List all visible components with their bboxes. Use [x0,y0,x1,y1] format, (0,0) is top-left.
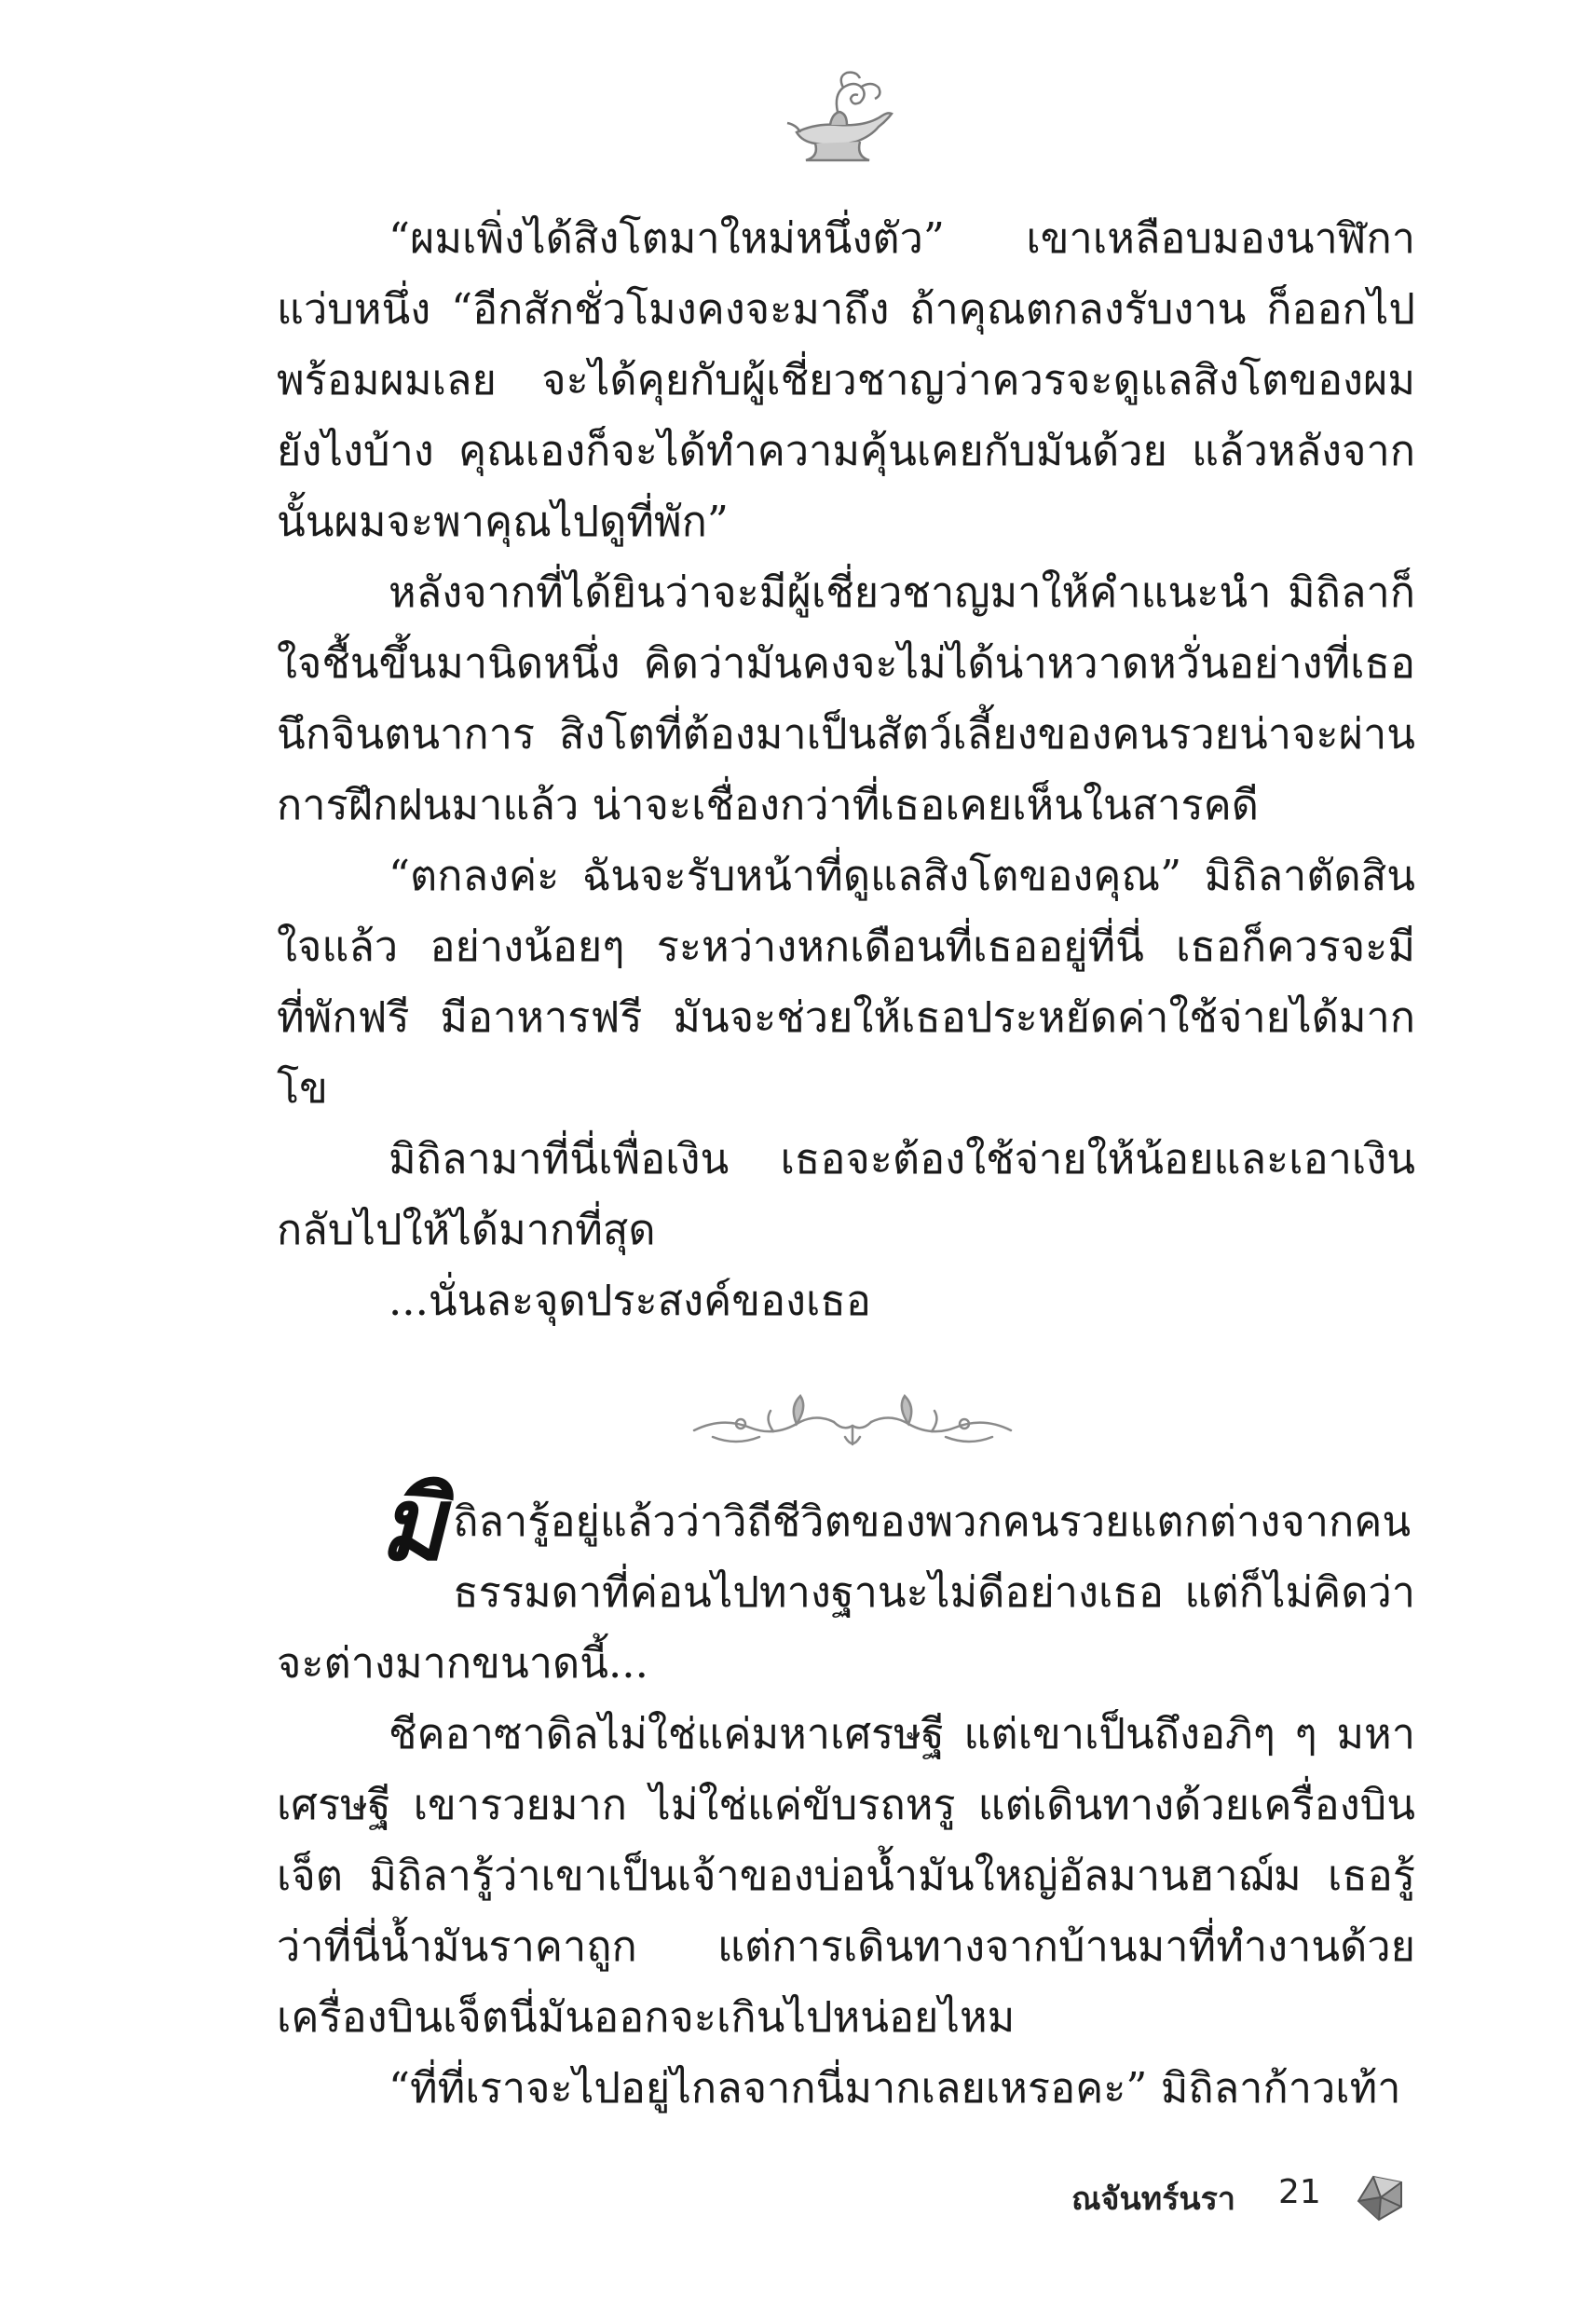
text-section-2 [277,1467,1415,2124]
author-name: ณจันทร์นรา [1071,2181,1235,2218]
magic-lamp-icon [778,67,899,174]
paragraph-text: ถิลารู้อยู่แล้วว่าวิถีชีวิตของพวกคนรวยแตกต่างจากคนธรรมดาที่ค่อนไปทางฐานะไม่ดีอย่างเธอ แต่ก็ไม่คิดว่าจะต่างมากขนาดนี้... [277,1497,1415,1688]
paragraph-with-dropcap [277,1467,1415,1699]
paragraph: ชีคอาซาดิลไม่ใช่แค่มหาเศรษฐี แต่เขาเป็นถึงอภิๆ ๆ มหาเศรษฐี เขารวยมาก ไม่ใช่แค่ขับรถหรู แต่เดินทางด้วยเครื่องบินเจ็ต มิถิลารู้ว่าเขาเป็นเจ้าของบ่อน้ำมันใหญ่อัลมานฮาฌ์ม เธอรู้ว่าที่นี่น้ำมันราคาถูก แต่การเดินทางจากบ้านมาที่ทำงานด้วยเครื่องบินเจ็ตนี่มันออกจะเกินไปหน่อยไหม [277,1709,1415,2042]
paragraph: ...นั่นละจุดประสงค์ของเธอ [389,1276,871,1325]
paragraph: หลังจากที่ได้ยินว่าจะมีผู้เชี่ยวชาญมาให้คำแนะนำ มิถิลาก็ใจชื้นขึ้นมานิดหนึ่ง คิดว่ามันคงจะไม่ได้น่าหวาดหวั่นอย่างที่เธอนึกจินตนาการ สิงโตที่ต้องมาเป็นสัตว์เลี้ยงของคนรวยน่าจะผ่านการฝึกฝนมาแล้ว น่าจะเชื่องกว่าที่เธอเคยเห็นในสารคดี [277,567,1415,829]
paragraph: “ที่ที่เราจะไปอยู่ไกลจากนี่มากเลยเหรอคะ” มิถิลาก้าวเท้า [389,2063,1401,2113]
paragraph: มิถิลามาที่นี่เพื่อเงิน เธอจะต้องใช้จ่ายให้น้อยและเอาเงินกลับไปให้ได้มากที่สุด [277,1134,1415,1254]
text-section-1 [277,203,1415,1336]
paragraph: “ตกลงค่ะ ฉันจะรับหน้าที่ดูแลสิงโตของคุณ” มิถิลาตัดสินใจแล้ว อย่างน้อยๆ ระหว่างหกเดือนที่เธออยู่ที่นี่ เธอก็ควรจะมีที่พักฟรี มีอาหารฟรี มันจะช่วยให้เธอประหยัดค่าใช้จ่ายได้มากโข [277,851,1415,1113]
paragraph: “ผมเพิ่งได้สิงโตมาใหม่หนึ่งตัว” เขาเหลือบมองนาฬิกาแว่บหนึ่ง “อีกสักชั่วโมงคงจะมาถึง ถ้าคุณตกลงรับงาน ก็ออกไปพร้อมผมเลย จะได้คุยกับผู้เชี่ยวชาญว่าควรจะดูแลสิงโตของผมยังไงบ้าง คุณเองก็จะได้ทำความคุ้นเคยกับมันด้วย แล้วหลังจากนั้นผมจะพาคุณไปดูที่พัก” [277,213,1415,546]
gem-icon [1351,2169,1409,2225]
floral-divider-icon [685,1379,1020,1463]
page-number: 21 [1278,2173,1321,2211]
drop-cap: มิ [379,1467,446,1583]
page-footer [1071,2169,1444,2235]
